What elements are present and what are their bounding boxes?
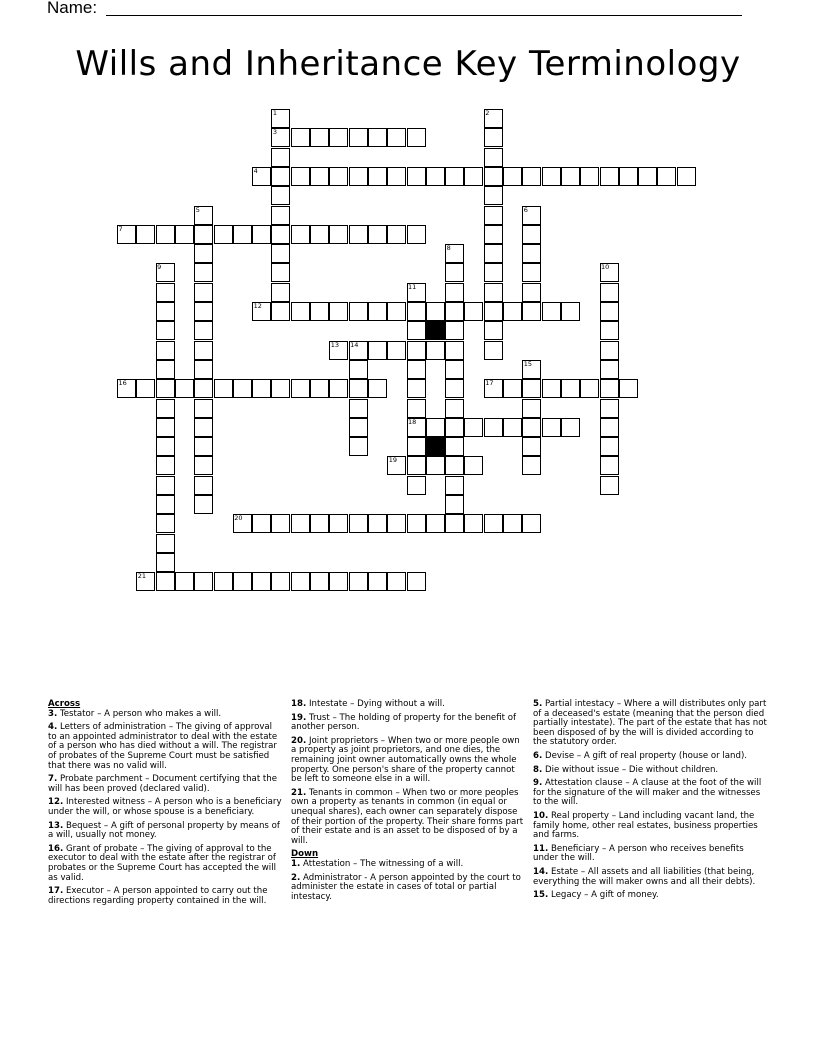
grid-cell[interactable]: [600, 418, 619, 437]
grid-cell[interactable]: [464, 514, 483, 533]
clue-number: 4: [253, 166, 258, 175]
grid-cell[interactable]: [387, 225, 406, 244]
grid-cell[interactable]: [407, 379, 426, 398]
grid-cell[interactable]: [214, 572, 233, 591]
clue-across-12: 12. Interested witness – A person who is a beneficiary under the will, or whose spouse is a beneficiary.: [48, 797, 282, 817]
grid-cell[interactable]: [271, 186, 290, 205]
grid-cell[interactable]: [156, 553, 175, 572]
grid-cell[interactable]: [522, 283, 541, 302]
clue-across-13: 13. Bequest – A gift of personal property by means of a will, usually not money.: [48, 820, 280, 841]
grid-cell[interactable]: [561, 379, 580, 398]
clue-number: 18: [408, 417, 417, 426]
grid-cell[interactable]: [156, 437, 175, 456]
grid-cell[interactable]: [445, 321, 464, 340]
grid-cell[interactable]: [233, 514, 252, 533]
grid-cell[interactable]: [349, 418, 368, 437]
grid-cell[interactable]: [484, 148, 503, 167]
grid-cell[interactable]: [368, 225, 387, 244]
clue-number: 13: [330, 340, 340, 349]
grid-cell[interactable]: [117, 379, 136, 398]
grid-cell[interactable]: [271, 167, 290, 186]
grid-cell[interactable]: [387, 302, 406, 321]
clue-number: 9: [157, 263, 162, 272]
grid-cell[interactable]: [464, 456, 483, 475]
grid-cell[interactable]: [310, 167, 329, 186]
clue-down-9: 9. Attestation clause – A clause at the foot of the will for the signature of the will maker and the witnesses to the will.: [533, 778, 762, 808]
grid-cell[interactable]: [368, 379, 387, 398]
grid-cell[interactable]: [484, 418, 503, 437]
grid-cell[interactable]: [522, 302, 541, 321]
grid-cell[interactable]: [194, 302, 213, 321]
grid-cell[interactable]: [522, 456, 541, 475]
grid-cell[interactable]: [233, 572, 252, 591]
grid-cell[interactable]: [194, 476, 213, 495]
black-square: [426, 321, 445, 340]
clue-number: 11: [408, 282, 417, 291]
grid-cell[interactable]: [156, 418, 175, 437]
grid-cell[interactable]: [522, 437, 541, 456]
clue-across-21: 21. Tenants in common – When two or more peoples own a property as tenants in common (in equal or unequal shares), each owner can separately dispose of their portion of the property. Their share forms part of their estate and is an asset to be disposed of by a will.: [291, 787, 524, 846]
grid-cell[interactable]: [349, 572, 368, 591]
clue-across-19: 19. Trust – The holding of property for the benefit of another person.: [291, 712, 517, 733]
grid-cell[interactable]: [561, 418, 580, 437]
grid-cell[interactable]: [329, 514, 348, 533]
grid-cell[interactable]: [136, 225, 155, 244]
grid-cell[interactable]: [291, 225, 310, 244]
grid-cell[interactable]: [445, 244, 464, 263]
grid-cell[interactable]: [329, 572, 348, 591]
grid-cell[interactable]: [445, 495, 464, 514]
grid-cell[interactable]: [194, 456, 213, 475]
grid-cell[interactable]: [310, 128, 329, 147]
grid-cell[interactable]: [522, 514, 541, 533]
grid-cell[interactable]: [600, 360, 619, 379]
grid-cell[interactable]: [407, 399, 426, 418]
grid-cell[interactable]: [156, 302, 175, 321]
grid-cell[interactable]: [677, 167, 696, 186]
grid-cell[interactable]: [407, 321, 426, 340]
clue-across-3: 3. Testator – A person who makes a will.: [48, 708, 222, 719]
grid-cell[interactable]: [329, 341, 348, 360]
grid-cell[interactable]: [600, 456, 619, 475]
grid-cell[interactable]: [349, 399, 368, 418]
grid-cell[interactable]: [387, 167, 406, 186]
clues-column-3: [533, 700, 767, 905]
grid-cell[interactable]: [407, 514, 426, 533]
grid-cell[interactable]: [407, 341, 426, 360]
grid-cell[interactable]: [194, 399, 213, 418]
grid-cell[interactable]: [252, 167, 271, 186]
clue-number: 5: [195, 205, 200, 214]
grid-cell[interactable]: [484, 379, 503, 398]
grid-cell[interactable]: [349, 302, 368, 321]
grid-cell[interactable]: [349, 379, 368, 398]
grid-cell[interactable]: [194, 321, 213, 340]
clue-number: 2: [485, 109, 490, 117]
grid-cell[interactable]: [368, 167, 387, 186]
clue-number: 17: [485, 379, 494, 388]
grid-cell[interactable]: [387, 456, 406, 475]
grid-cell[interactable]: [156, 476, 175, 495]
clue-number: 20: [234, 514, 243, 523]
grid-cell[interactable]: [194, 283, 213, 302]
grid-cell[interactable]: [329, 379, 348, 398]
grid-cell[interactable]: [522, 360, 541, 379]
clue-down-8: 8. Die without issue – Die without children.: [533, 764, 719, 775]
grid-cell[interactable]: [484, 321, 503, 340]
clues-column-1: [48, 700, 282, 910]
grid-cell[interactable]: [271, 206, 290, 225]
grid-cell[interactable]: [271, 302, 290, 321]
grid-cell[interactable]: [271, 148, 290, 167]
grid-cell[interactable]: [271, 128, 290, 147]
clue-down-15: 15. Legacy – A gift of money.: [533, 890, 659, 901]
grid-cell[interactable]: [407, 476, 426, 495]
grid-cell[interactable]: [252, 225, 271, 244]
grid-cell[interactable]: [136, 379, 155, 398]
grid-cell[interactable]: [445, 283, 464, 302]
grid-cell[interactable]: [156, 514, 175, 533]
grid-cell[interactable]: [445, 418, 464, 437]
grid-cell[interactable]: [657, 167, 676, 186]
grid-cell[interactable]: [484, 206, 503, 225]
grid-cell[interactable]: [156, 225, 175, 244]
grid-cell[interactable]: [522, 263, 541, 282]
grid-cell[interactable]: [291, 572, 310, 591]
grid-cell[interactable]: [638, 167, 657, 186]
grid-cell[interactable]: [445, 302, 464, 321]
grid-cell[interactable]: [194, 263, 213, 282]
grid-cell[interactable]: [464, 418, 483, 437]
grid-cell[interactable]: [503, 514, 522, 533]
grid-cell[interactable]: [271, 572, 290, 591]
grid-cell[interactable]: [271, 379, 290, 398]
grid-cell[interactable]: [310, 225, 329, 244]
grid-cell[interactable]: [271, 263, 290, 282]
grid-cell[interactable]: [600, 341, 619, 360]
grid-cell[interactable]: [252, 302, 271, 321]
grid-cell[interactable]: [407, 167, 426, 186]
grid-cell[interactable]: [291, 379, 310, 398]
grid-cell[interactable]: [349, 128, 368, 147]
grid-cell[interactable]: [503, 302, 522, 321]
grid-cell[interactable]: [522, 418, 541, 437]
grid-cell[interactable]: [407, 302, 426, 321]
grid-cell[interactable]: [600, 399, 619, 418]
grid-cell[interactable]: [464, 302, 483, 321]
grid-cell[interactable]: [156, 263, 175, 282]
grid-cell[interactable]: [580, 379, 599, 398]
clue-number: 19: [388, 456, 397, 465]
clue-across-18: 18. Intestate – Dying without a will.: [291, 699, 445, 709]
clue-across-16: 16. Grant of probate – The giving of approval to the executor to deal with the estate after the registrar of probates or the Supreme Court has accepted the will as valid.: [48, 843, 276, 883]
black-square: [426, 437, 445, 456]
grid-cell[interactable]: [291, 302, 310, 321]
grid-cell[interactable]: [542, 379, 561, 398]
grid-cell[interactable]: [175, 379, 194, 398]
grid-cell[interactable]: [252, 514, 271, 533]
grid-cell[interactable]: [252, 572, 271, 591]
grid-cell[interactable]: [329, 128, 348, 147]
grid-cell[interactable]: [484, 186, 503, 205]
grid-cell[interactable]: [484, 263, 503, 282]
grid-cell[interactable]: [522, 167, 541, 186]
grid-cell[interactable]: [484, 244, 503, 263]
grid-cell[interactable]: [214, 379, 233, 398]
grid-cell[interactable]: [156, 456, 175, 475]
grid-cell[interactable]: [194, 225, 213, 244]
grid-cell[interactable]: [503, 167, 522, 186]
grid-cell[interactable]: [407, 418, 426, 437]
grid-cell[interactable]: [426, 341, 445, 360]
clue-number: 7: [118, 224, 123, 233]
clues-column-2: [291, 700, 525, 906]
grid-cell[interactable]: [214, 225, 233, 244]
clue-number: 14: [350, 340, 359, 349]
grid-cell[interactable]: [310, 514, 329, 533]
grid-cell[interactable]: [349, 341, 368, 360]
grid-cell[interactable]: [349, 167, 368, 186]
grid-cell[interactable]: [271, 109, 290, 128]
clue-down-5: 5. Partial intestacy – Where a will distributes only part of a deceased's estate (meaning that the person died partially intestate). The part of the estate that has not been disposed of by the will is divided according to the statutory order.: [533, 699, 767, 748]
grid-cell[interactable]: [136, 572, 155, 591]
grid-cell[interactable]: [387, 128, 406, 147]
grid-cell[interactable]: [600, 321, 619, 340]
clue-number: 3: [272, 128, 278, 137]
grid-cell[interactable]: [407, 128, 426, 147]
clue-number: 21: [137, 572, 147, 581]
grid-cell[interactable]: [407, 437, 426, 456]
grid-cell[interactable]: [407, 283, 426, 302]
grid-cell[interactable]: [445, 379, 464, 398]
grid-cell[interactable]: [522, 244, 541, 263]
grid-cell[interactable]: [542, 418, 561, 437]
grid-cell[interactable]: [271, 283, 290, 302]
grid-cell[interactable]: [271, 514, 290, 533]
grid-cell[interactable]: [600, 379, 619, 398]
grid-cell[interactable]: [484, 341, 503, 360]
grid-cell[interactable]: [291, 514, 310, 533]
across-heading: Across: [48, 699, 81, 709]
grid-cell[interactable]: [484, 225, 503, 244]
grid-cell[interactable]: [156, 341, 175, 360]
grid-cell[interactable]: [600, 263, 619, 282]
grid-cell[interactable]: [156, 534, 175, 553]
grid-cell[interactable]: [329, 167, 348, 186]
grid-cell[interactable]: [349, 437, 368, 456]
grid-cell[interactable]: [387, 572, 406, 591]
grid-cell[interactable]: [619, 379, 638, 398]
grid-cell[interactable]: [194, 206, 213, 225]
clue-down-11: 11. Beneficiary – A person who receives benefits under the will.: [533, 843, 744, 864]
grid-cell[interactable]: [156, 399, 175, 418]
clue-across-17: 17. Executor – A person appointed to carry out the directions regarding property contained in the will.: [48, 886, 268, 906]
grid-cell[interactable]: [252, 379, 271, 398]
grid-cell[interactable]: [464, 167, 483, 186]
grid-cell[interactable]: [484, 167, 503, 186]
clue-number: 6: [523, 205, 528, 214]
grid-cell[interactable]: [156, 379, 175, 398]
grid-cell[interactable]: [310, 572, 329, 591]
grid-cell[interactable]: [194, 244, 213, 263]
grid-cell[interactable]: [329, 225, 348, 244]
grid-cell[interactable]: [522, 206, 541, 225]
grid-cell[interactable]: [368, 572, 387, 591]
clue-number: 1: [272, 109, 278, 117]
grid-cell[interactable]: [407, 360, 426, 379]
clue-across-4: 4. Letters of administration – The giving of approval to an appointed administrator to deal with the estate of a person who has died without a will. The registrar of probates of the Supreme Court must be satisfied that there was no valid will.: [48, 722, 278, 771]
grid-cell[interactable]: [445, 514, 464, 533]
clue-down-2: 2. Administrator - A person appointed by the court to administer the estate in cases of total or partial intestacy.: [291, 872, 521, 902]
grid-cell[interactable]: [561, 302, 580, 321]
grid-cell[interactable]: [156, 495, 175, 514]
grid-cell[interactable]: [310, 302, 329, 321]
grid-cell[interactable]: [175, 225, 194, 244]
grid-cell[interactable]: [368, 341, 387, 360]
grid-cell[interactable]: [156, 360, 175, 379]
grid-cell[interactable]: [542, 167, 561, 186]
grid-cell[interactable]: [426, 167, 445, 186]
grid-cell[interactable]: [194, 572, 213, 591]
grid-cell[interactable]: [194, 341, 213, 360]
grid-cell[interactable]: [194, 495, 213, 514]
clue-number: 8: [446, 244, 451, 253]
clue-down-6: 6. Devise – A gift of real property (house or land).: [533, 750, 748, 761]
clue-number: 15: [523, 359, 533, 368]
down-heading: Down: [291, 849, 319, 860]
grid-cell[interactable]: [349, 514, 368, 533]
grid-cell[interactable]: [329, 302, 348, 321]
grid-cell[interactable]: [445, 476, 464, 495]
grid-cell[interactable]: [600, 476, 619, 495]
grid-cell[interactable]: [445, 341, 464, 360]
grid-cell[interactable]: [522, 399, 541, 418]
clue-down-10: 10. Real property – Land including vacant land, the family home, other real estates, business properties and farms.: [533, 810, 758, 841]
grid-cell[interactable]: [445, 360, 464, 379]
grid-cell[interactable]: [117, 225, 136, 244]
grid-cell[interactable]: [156, 572, 175, 591]
page-title: Wills and Inheritance Key Terminology: [75, 44, 741, 84]
grid-cell[interactable]: [407, 456, 426, 475]
grid-cell[interactable]: [619, 167, 638, 186]
clue-down-1: 1. Attestation – The witnessing of a will.: [291, 858, 464, 869]
grid-cell[interactable]: [503, 379, 522, 398]
clue-number: 12: [253, 302, 262, 310]
grid-cell[interactable]: [445, 456, 464, 475]
grid-cell[interactable]: [445, 167, 464, 186]
clue-down-14: 14. Estate – All assets and all liabilities (that being, everything the will maker owns and all their debts).: [533, 866, 756, 887]
grid-cell[interactable]: [426, 514, 445, 533]
grid-cell[interactable]: [426, 418, 445, 437]
grid-cell[interactable]: [368, 128, 387, 147]
grid-cell[interactable]: [426, 302, 445, 321]
grid-cell[interactable]: [175, 572, 194, 591]
grid-cell[interactable]: [580, 167, 599, 186]
grid-cell[interactable]: [600, 167, 619, 186]
clue-across-20: 20. Joint proprietors – When two or more people own a property as joint proprietors, and one dies, the remaining joint owner automatically owns the whole property. One person's share of the property cannot be left to someone else in a will.: [291, 735, 520, 785]
grid-cell[interactable]: [368, 302, 387, 321]
grid-cell[interactable]: [561, 167, 580, 186]
grid-cell[interactable]: [522, 225, 541, 244]
grid-cell[interactable]: [194, 379, 213, 398]
grid-cell[interactable]: [271, 244, 290, 263]
grid-cell[interactable]: [194, 418, 213, 437]
grid-cell[interactable]: [156, 321, 175, 340]
grid-cell[interactable]: [368, 514, 387, 533]
grid-cell[interactable]: [445, 263, 464, 282]
grid-cell[interactable]: [484, 302, 503, 321]
grid-cell[interactable]: [503, 418, 522, 437]
grid-cell[interactable]: [445, 399, 464, 418]
grid-cell[interactable]: [407, 225, 426, 244]
grid-cell[interactable]: [484, 283, 503, 302]
grid-cell[interactable]: [194, 437, 213, 456]
grid-cell[interactable]: [484, 109, 503, 128]
name-label: Name:: [47, 0, 98, 17]
grid-cell[interactable]: [271, 225, 290, 244]
grid-cell[interactable]: [194, 360, 213, 379]
grid-cell[interactable]: [484, 128, 503, 147]
grid-cell[interactable]: [291, 128, 310, 147]
grid-cell[interactable]: [522, 379, 541, 398]
grid-cell[interactable]: [407, 572, 426, 591]
grid-cell[interactable]: [387, 514, 406, 533]
clue-number: 10: [601, 263, 610, 272]
grid-cell[interactable]: [349, 360, 368, 379]
clue-number: 16: [118, 379, 127, 388]
grid-cell[interactable]: [484, 514, 503, 533]
grid-cell[interactable]: [233, 379, 252, 398]
grid-cell[interactable]: [291, 167, 310, 186]
grid-cell[interactable]: [233, 225, 252, 244]
grid-cell[interactable]: [349, 225, 368, 244]
grid-cell[interactable]: [156, 283, 175, 302]
grid-cell[interactable]: [600, 302, 619, 321]
clue-across-7: 7. Probate parchment – Document certifying that the will has been proved (declared valid).: [48, 774, 278, 794]
grid-cell[interactable]: [600, 437, 619, 456]
grid-cell[interactable]: [426, 456, 445, 475]
grid-cell[interactable]: [600, 283, 619, 302]
grid-cell[interactable]: [445, 437, 464, 456]
grid-cell[interactable]: [542, 302, 561, 321]
grid-cell[interactable]: [387, 341, 406, 360]
grid-cell[interactable]: [310, 379, 329, 398]
